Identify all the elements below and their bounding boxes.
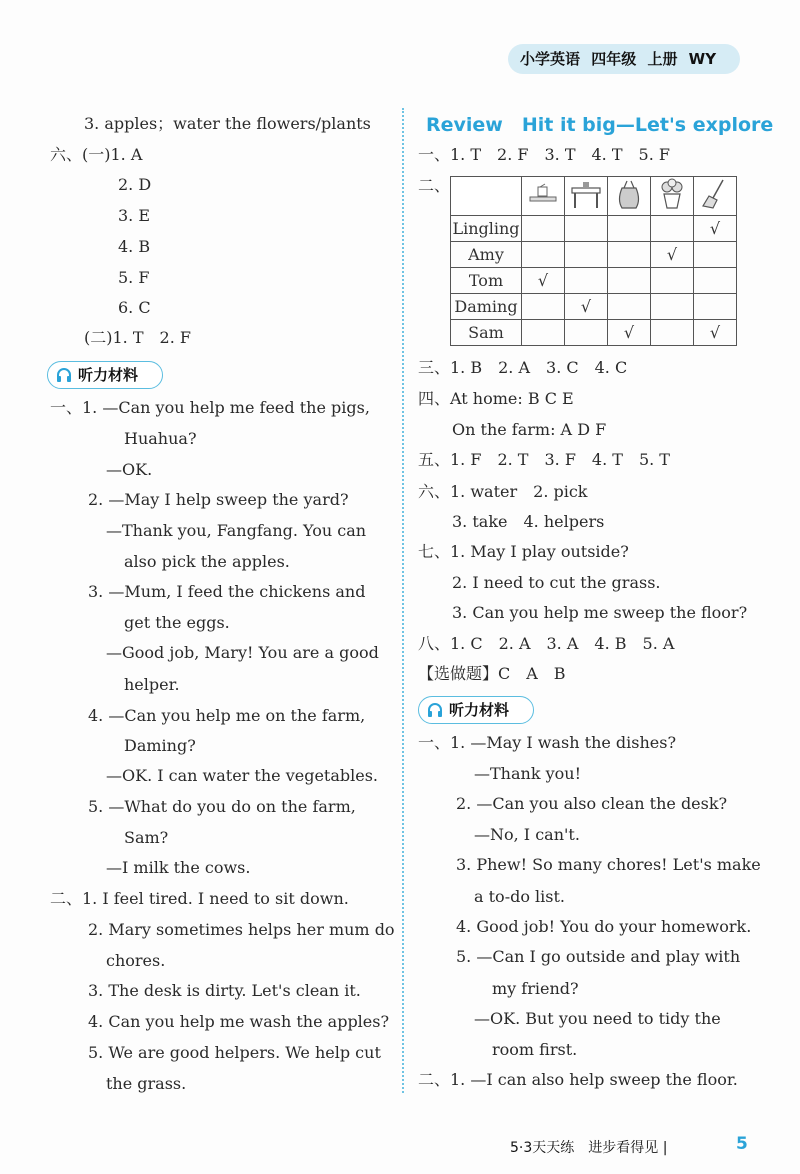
transcript-line: —OK. But you need to tidy the [474,1009,721,1028]
transcript-line: 一、1. —Can you help me feed the pigs, [50,398,370,417]
review-title: Review Hit it big—Let's explore [426,114,774,136]
check-cell [651,320,694,346]
check-cell [565,216,608,242]
answer-line: 2. I need to cut the grass. [452,573,661,592]
transcript-line: get the eggs. [124,613,230,632]
listening-label: 听力材料 [449,701,510,719]
answer-item: 3. E [118,206,151,225]
transcript-line: 5. —What do you do on the farm, [88,797,356,816]
answer-line: 八、1. C 2. A 3. A 4. B 5. A [418,634,675,653]
transcript-line: —Thank you! [474,764,582,783]
clean-desk-icon [526,181,560,207]
answer-line: 【选做题】C A B [418,664,566,683]
check-cell [522,294,565,320]
check-cell: √ [694,320,737,346]
broom-picture [694,177,737,216]
transcript-line: 2. Mary sometimes helps her mum do [88,920,395,939]
answer-item: 4. B [118,237,151,256]
answer-line: 三、1. B 2. A 3. C 4. C [418,358,628,377]
listening-badge [418,696,534,724]
transcript-line: —No, I can't. [474,825,580,844]
check-cell [694,268,737,294]
listening-badge [47,361,163,389]
check-cell [608,268,651,294]
answer-item: 5. F [118,268,150,287]
transcript-line: 4. Can you help me wash the apples? [88,1012,390,1031]
transcript-line: 5. —Can I go outside and play with [456,947,741,966]
transcript-line: 2. —Can you also clean the desk? [456,794,728,813]
transcript-line: 2. —May I help sweep the yard? [88,490,349,509]
answer-line: 一、1. T 2. F 3. T 4. T 5. F [418,145,670,164]
check-cell [694,294,737,320]
answer-item: 2. D [118,175,152,194]
flowers-picture [651,177,694,216]
check-cell [522,320,565,346]
row-name: Sam [451,320,522,346]
check-cell: √ [608,320,651,346]
headphones-icon [56,367,72,383]
listening-label: 听力材料 [78,366,139,384]
check-cell [651,294,694,320]
check-cell [651,216,694,242]
answer-line: On the farm: A D F [452,420,607,439]
check-cell [608,216,651,242]
transcript-line: —Thank you, Fangfang. You can [106,521,367,540]
answer-line: (二)1. T 2. F [84,328,191,347]
desk-picture [522,177,565,216]
transcript-line: 4. Good job! You do your homework. [456,917,752,936]
header-title: 小学英语 四年级 上册 WY [520,50,717,68]
transcript-line: 4. —Can you help me on the farm, [88,706,366,725]
check-cell [651,268,694,294]
row-name: Daming [451,294,522,320]
page-number: 5 [736,1134,748,1154]
transcript-line: 3. —Mum, I feed the chickens and [88,582,366,601]
answer-line: 五、1. F 2. T 3. F 4. T 5. T [418,450,670,469]
answer-line: 3. apples；water the flowers/plants [84,114,371,133]
broom-icon [699,178,731,210]
bag-picture [608,177,651,216]
table-picture [565,177,608,216]
answer-item: 6. C [118,298,151,317]
check-cell [608,294,651,320]
transcript-line: —Good job, Mary! You are a good [106,643,379,662]
answer-line: 七、1. May I play outside? [418,542,629,561]
transcript-line: room first. [492,1040,578,1059]
row-name: Amy [451,242,522,268]
transcript-line: Huahua? [124,429,197,448]
corner-cell [451,177,522,216]
transcript-line: helper. [124,675,180,694]
flower-pot-icon [656,178,688,210]
answer-line: 3. take 4. helpers [452,512,605,531]
transcript-line: also pick the apples. [124,552,290,571]
check-cell: √ [651,242,694,268]
row-name: Lingling [451,216,522,242]
transcript-line: 3. Phew! So many chores! Let's make [456,855,761,874]
transcript-line: Daming? [124,736,196,755]
column-divider [402,108,404,1093]
check-cell: √ [694,216,737,242]
transcript-line: the grass. [106,1074,187,1093]
transcript-line: 5. We are good helpers. We help cut [88,1043,381,1062]
section-two-label: 二、 [418,176,451,195]
rubbish-bag-icon [614,178,644,210]
answer-line: 六、1. water 2. pick [418,482,588,501]
transcript-line: 3. The desk is dirty. Let's clean it. [88,981,361,1000]
check-cell [522,242,565,268]
transcript-line: a to-do list. [474,887,566,906]
transcript-line: 二、1. —I can also help sweep the floor. [418,1070,738,1089]
transcript-line: my friend? [492,979,579,998]
headphones-icon [427,702,443,718]
transcript-line: Sam? [124,828,169,847]
transcript-line: —I milk the cows. [106,858,251,877]
check-cell [565,268,608,294]
footer-slogan: 5·3天天练 进步看得见 | [510,1140,668,1156]
transcript-line: —OK. I can water the vegetables. [106,766,379,785]
check-cell [565,242,608,268]
answer-line: 四、At home: B C E [418,389,574,408]
check-cell [522,216,565,242]
desk-table-icon [569,178,603,210]
check-cell [565,320,608,346]
transcript-line: chores. [106,951,166,970]
answer-line: 3. Can you help me sweep the floor? [452,603,748,622]
transcript-line: 一、1. —May I wash the dishes? [418,733,677,752]
check-cell [694,242,737,268]
transcript-line: —OK. [106,460,153,479]
section-six-head: 六、(一)1. A [50,145,143,164]
transcript-line: 二、1. I feel tired. I need to sit down. [50,889,349,908]
chores-table [450,176,737,346]
check-cell [608,242,651,268]
row-name: Tom [451,268,522,294]
check-cell: √ [522,268,565,294]
check-cell: √ [565,294,608,320]
